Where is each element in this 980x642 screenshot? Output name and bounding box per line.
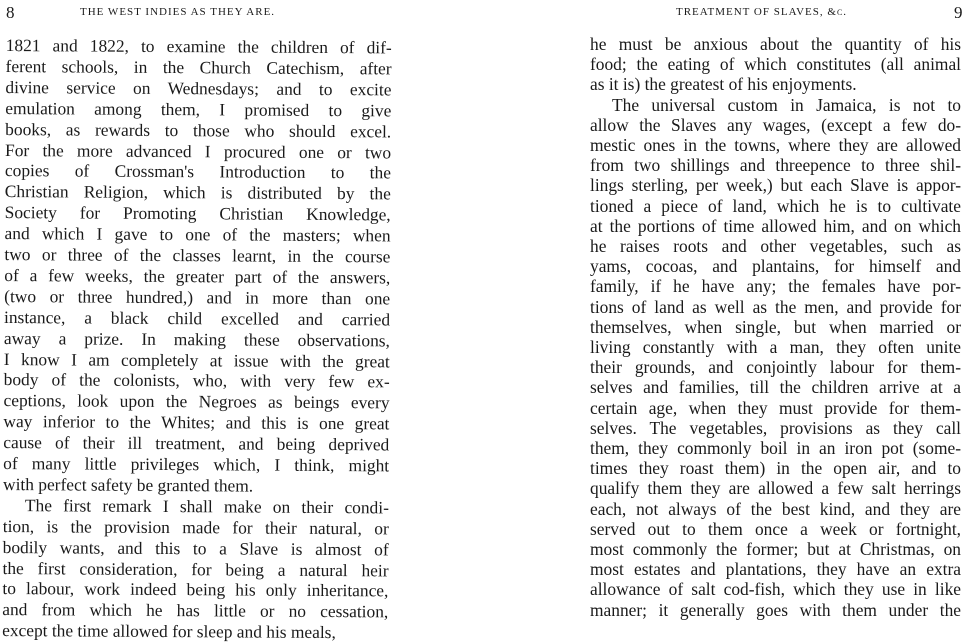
text-line: most commonly the former; but at Christmas, on	[590, 539, 961, 559]
text-line: yams, cocoas, and plantains, for himself and	[590, 256, 961, 277]
text-line: tioned a piece of land, which he is to cultivate	[590, 195, 961, 216]
text-line: of a few weeks, the greater part of the answers,	[4, 264, 391, 288]
text-line: books, as rewards to those who should excel.	[5, 118, 392, 141]
text-line: most estates and plantations, they have an extra	[590, 559, 961, 580]
text-line: allow the Slaves any wages, (except a few do-	[590, 114, 961, 135]
text-line: with perfect safety be granted them.	[2, 473, 254, 496]
text-line: the first consideration, for being a natural heir	[2, 557, 389, 580]
text-line: them, they commonly boil in an iron pot (some-	[590, 438, 961, 458]
right-page	[490, 0, 980, 642]
right-page-body	[490, 0, 980, 642]
running-head: THE WEST INDIES AS THEY ARE.	[80, 6, 276, 18]
text-line: from two shillings and threepence to three shil-	[590, 155, 961, 176]
text-line: The universal custom in Jamaica, is not to	[612, 94, 961, 115]
text-line: way inferior to the Whites; and this is one great	[3, 411, 390, 434]
text-line: selves. The vegetables, provisions as they call	[590, 417, 961, 438]
text-line: instance, a black child excelled and carried	[4, 306, 391, 330]
text-line: as it is) the greatest of his enjoyments.	[590, 74, 857, 95]
text-line: he raises roots and other vegetables, such as	[590, 236, 961, 256]
text-line: selves and families, till the children arrive at a	[590, 377, 961, 398]
text-line: themselves, when single, but when married or	[590, 316, 961, 337]
text-line: cause of their ill treatment, and being deprived	[3, 432, 390, 455]
text-line: mestic ones in the towns, where they are allowed	[590, 135, 961, 155]
text-line: two or three of the classes learnt, in the course	[4, 244, 391, 267]
text-line: I know I am completely at issue with the great	[3, 348, 390, 371]
text-line: their grounds, and conjointly labour for them-	[590, 357, 961, 378]
text-line: living constantly with a man, they often unite	[590, 337, 961, 357]
text-line: (two or three hundred,) and in more than one	[4, 285, 391, 309]
text-line: tions of land as well as the men, and provide for	[590, 296, 961, 317]
running-head: TREATMENT OF SLAVES, &c.	[676, 6, 848, 18]
page-number: 8	[6, 3, 15, 22]
text-line: of many little privileges which, I think, might	[3, 453, 390, 476]
text-line: each, not always of the best kind, and they are	[590, 498, 961, 519]
text-line: The first remark I shall make on their condi-	[24, 494, 389, 518]
text-line: tion, is the provision made for their natural, or	[2, 515, 389, 539]
text-line: manner; it generally goes with them under the	[590, 599, 961, 620]
text-line: Christian Religion, which is distributed by the	[4, 181, 391, 204]
text-line: and from which he has little or no cessation,	[2, 599, 389, 622]
text-line: body of the colonists, who, with very few ex-	[3, 369, 390, 392]
text-line: divine service on Wednesdays; and to excite	[5, 76, 392, 100]
text-line: at the portions of time allowed him, and on which	[590, 215, 961, 236]
text-line: copies of Crossman's Introduction to the	[4, 160, 392, 183]
text-line: to labour, work indeed being his only inheritance,	[2, 578, 389, 601]
text-line: ceptions, look upon the Negroes as beings every	[3, 390, 390, 413]
text-line: certain age, when they must provide for them-	[590, 397, 961, 418]
text-line: emulation among them, I promised to give	[5, 97, 392, 121]
page-number: 9	[954, 3, 963, 22]
text-line: 1821 and 1822, to examine the children of dif-	[5, 35, 392, 58]
text-line: allowance of salt cod-fish, which they use in like	[590, 579, 961, 600]
text-line: Society for Promoting Christian Knowledge,	[4, 202, 391, 225]
text-line: bodily wants, and this to a Slave is almost of	[2, 536, 389, 559]
text-line: and which I gave to one of the masters; when	[4, 223, 391, 246]
text-line: lings sterling, per week,) but each Slave is appor-	[590, 175, 961, 196]
text-line: away a prize. In making these observations,	[3, 327, 390, 350]
text-line: times they roast them) in the open air, and to	[590, 458, 961, 479]
text-line: served out to them once a week or fortnight,	[590, 518, 961, 539]
text-line: For the more advanced I procured one or two	[5, 139, 392, 162]
text-line: ferent schools, in the Church Catechism, after	[5, 55, 392, 79]
text-line: food; the eating of which constitutes (all animal	[590, 54, 961, 75]
text-line: he must be anxious about the quantity of his	[590, 34, 961, 54]
text-line: except the time allowed for sleep and his meals,	[2, 620, 336, 642]
text-line: qualify them they are allowed a few salt herrings	[590, 478, 961, 499]
text-line: family, if he have any; the females have por-	[590, 276, 961, 297]
